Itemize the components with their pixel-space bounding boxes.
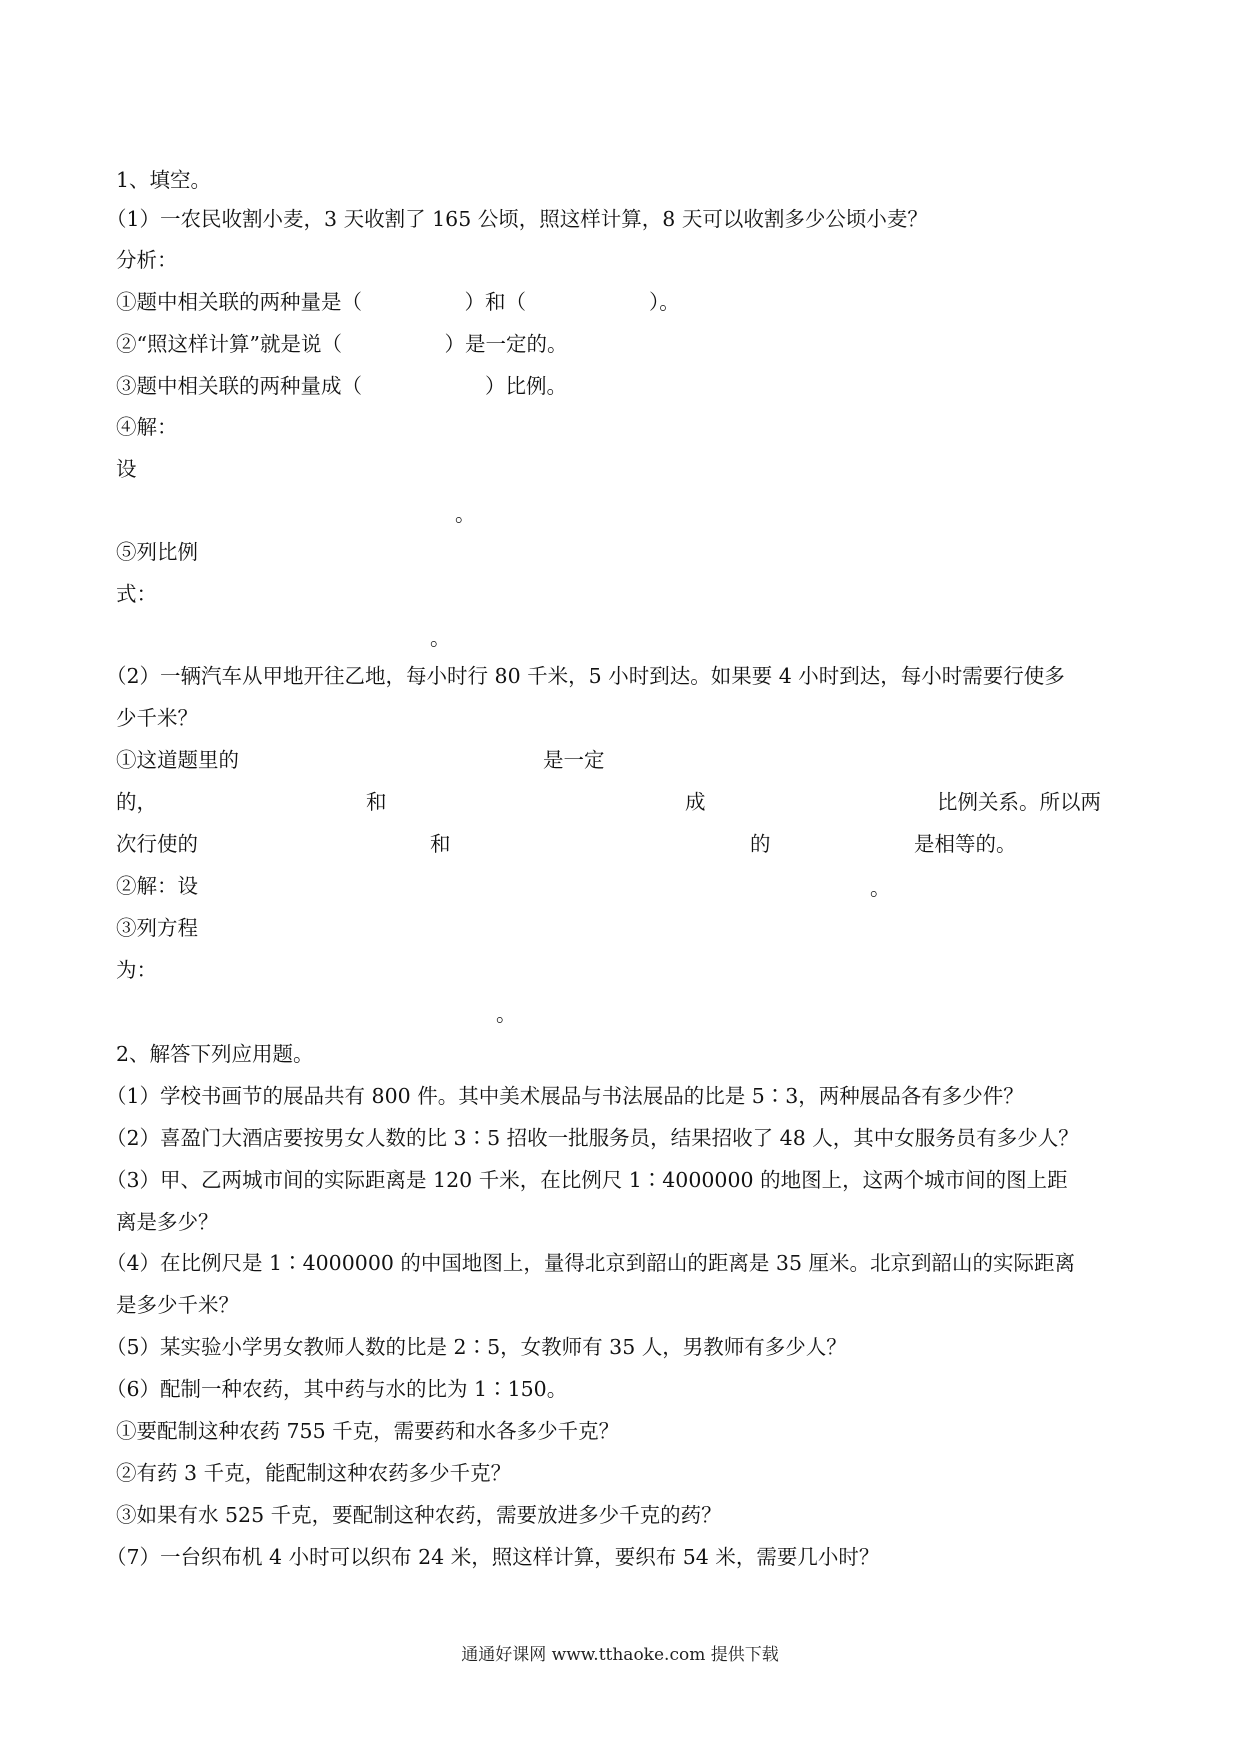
problem-5: （5）某实验小学男女教师人数的比是 2∶5，女教师有 35 人，男教师有多少人？ bbox=[106, 1335, 847, 1359]
page-footer: 通通好课网 www.tthaoke.com 提供下载 bbox=[461, 1645, 779, 1665]
q2-period: 。 bbox=[496, 1002, 517, 1026]
q2-line6: 为： bbox=[116, 958, 157, 982]
problem-6-sub-1: ①要配制这种农药 755 千克，需要药和水各多少千克？ bbox=[116, 1419, 620, 1443]
q2-line4-a: ②解：设 bbox=[116, 874, 198, 898]
q2-line5: ③列方程 bbox=[116, 916, 198, 940]
q1-period-1: 。 bbox=[455, 502, 476, 526]
problem-3-line-1: （3）甲、乙两城市间的实际距离是 120 千米，在比例尺 1∶4000000 的地图上，这两个城市间的图上距 bbox=[106, 1168, 1068, 1192]
q1-step-1: ①题中相关联的两种量是（ ）和（ ）。 bbox=[116, 290, 680, 314]
q1-step-5b: 式： bbox=[116, 582, 157, 606]
q2-line3-c: 的 bbox=[750, 832, 771, 856]
problem-4-line-2: 是多少千米？ bbox=[116, 1293, 239, 1317]
q2-line1-b: 是一定 bbox=[543, 748, 605, 772]
q1-analysis-label: 分析： bbox=[116, 248, 178, 272]
q2-line2-b: 和 bbox=[366, 790, 387, 814]
problem-1: （1）学校书画节的展品共有 800 件。其中美术展品与书法展品的比是 5∶3，两种展品各有多少件？ bbox=[106, 1084, 1024, 1108]
q1-step-4: ④解： bbox=[116, 415, 178, 439]
q1-set-label: 设 bbox=[116, 457, 137, 481]
q2-line2-d: 比例关系。所以两 bbox=[937, 790, 1101, 814]
q2-question-line-2: 少千米？ bbox=[116, 706, 198, 730]
q1-question: （1）一农民收割小麦，3 天收割了 165 公顷，照这样计算，8 天可以收割多少公顷小麦？ bbox=[106, 207, 928, 231]
q1-step-3: ③题中相关联的两种量成（ ）比例。 bbox=[116, 374, 567, 398]
problem-4-line-1: （4）在比例尺是 1∶4000000 的中国地图上，量得北京到韶山的距离是 35 厘米。北京到韶山的实际距离 bbox=[106, 1251, 1076, 1275]
problem-2: （2）喜盈门大酒店要按男女人数的比 3∶5 招收一批服务员，结果招收了 48 人，其中女服务员有多少人？ bbox=[106, 1126, 1079, 1150]
q2-line3-b: 和 bbox=[430, 832, 451, 856]
problem-6-sub-3: ③如果有水 525 千克，要配制这种农药，需要放进多少千克的药？ bbox=[116, 1503, 722, 1527]
q1-step-5a: ⑤列比例 bbox=[116, 540, 198, 564]
problem-3-line-2: 离是多少？ bbox=[116, 1210, 219, 1234]
q2-line3-d: 是相等的。 bbox=[914, 832, 1017, 856]
q2-line3-a: 次行使的 bbox=[116, 832, 198, 856]
problem-6: （6）配制一种农药，其中药与水的比为 1∶150。 bbox=[106, 1377, 568, 1401]
q2-line2-c: 成 bbox=[685, 790, 706, 814]
q2-line4-b: 。 bbox=[870, 876, 891, 900]
q2-line2-a: 的， bbox=[116, 790, 157, 814]
q1-period-2: 。 bbox=[430, 626, 451, 650]
problem-6-sub-2: ②有药 3 千克，能配制这种农药多少千克？ bbox=[116, 1461, 512, 1485]
q2-line1-a: ①这道题里的 bbox=[116, 748, 239, 772]
q2-question-line-1: （2）一辆汽车从甲地开往乙地，每小时行 80 千米，5 小时到达。如果要 4 小时到达，每小时需要行使多 bbox=[106, 664, 1065, 688]
section1-heading: 1、填空。 bbox=[116, 168, 212, 192]
section2-heading: 2、解答下列应用题。 bbox=[116, 1042, 314, 1066]
problem-7: （7）一台织布机 4 小时可以织布 24 米，照这样计算，要织布 54 米，需要几小时？ bbox=[106, 1545, 880, 1569]
q1-step-2: ②“照这样计算”就是说（ ）是一定的。 bbox=[116, 332, 568, 356]
